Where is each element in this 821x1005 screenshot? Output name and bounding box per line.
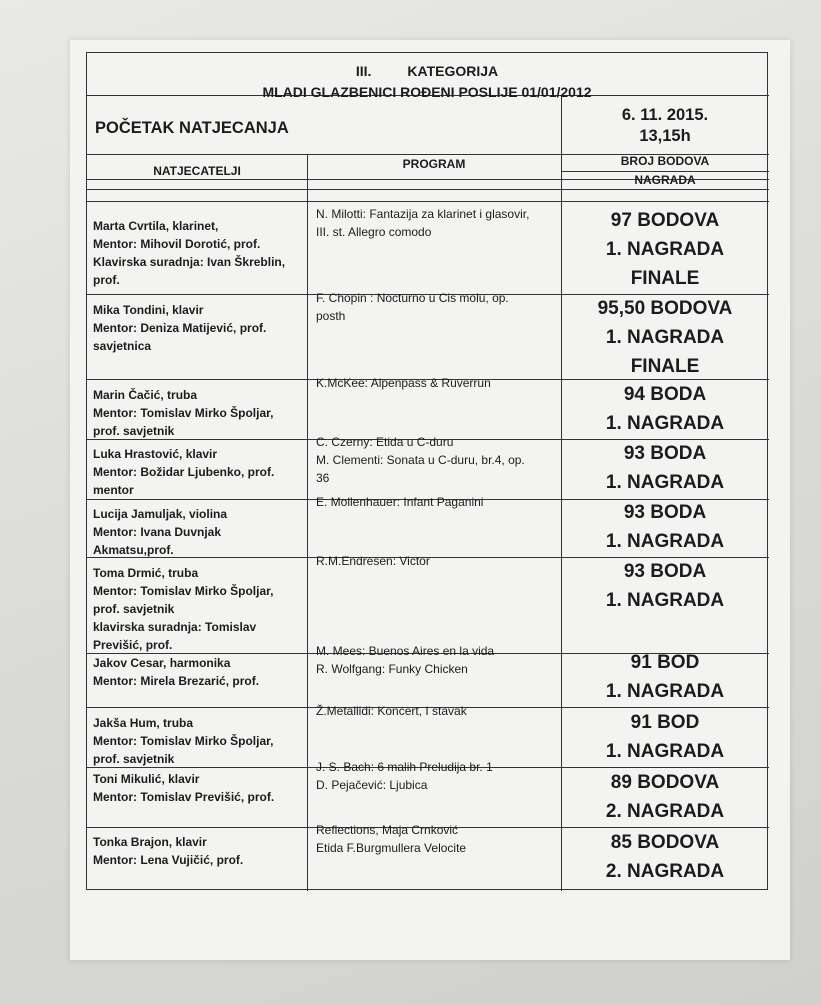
result-cell [561,768,769,826]
competitor-cell-line: Mentor: Tomislav Previšić, prof. [93,790,275,804]
competitor-cell-line: Marin Čačić, truba [93,388,198,402]
competitor-cell-line: Toma Drmić, truba [93,566,199,580]
rule [561,171,769,172]
competitor-cell [93,301,303,355]
program-cell [316,493,558,511]
competitor-cell-line: Marta Cvrtila, klarinet, [93,219,219,233]
rule [307,154,308,891]
competitor-cell-line: Mentor: Tomislav Mirko Špoljar, [93,584,274,598]
competitor-cell [93,654,303,690]
result-cell-line: 1. NAGRADA [605,741,725,762]
program-cell [316,552,558,570]
competitor-cell-line: Luka Hrastović, klavir [93,447,218,461]
competitor-cell-line: mentor [93,483,134,497]
competitor-cell-line: prof. [93,273,120,287]
competitor-cell-line: klavirska suradnja: Tomislav [93,620,257,634]
program-cell-line: III. st. Allegro comodo [316,225,432,239]
column-header-points: BROJ BODOVA [620,154,710,168]
result-cell [561,648,769,706]
program-cell-line: D. Pejačević: Ljubica [316,778,428,792]
result-cell-line: 2. NAGRADA [605,861,725,882]
result-cell [561,708,769,766]
result-cell-line: 93 BODA [623,443,707,464]
competitor-cell-line: prof. savjetnik [93,602,175,616]
result-cell [561,828,769,886]
category-title [87,63,767,79]
program-cell-line: R. Wolfgang: Funky Chicken [316,662,468,676]
result-cell-line: 1. NAGRADA [605,327,725,348]
result-cell-line: 93 BODA [623,561,707,582]
program-cell-line: M. Clementi: Sonata u C-duru, br.4, op. [316,453,525,467]
category-number: III. [355,63,372,79]
competitor-cell-line: Klavirska suradnja: Ivan Škreblin, [93,255,286,269]
competitor-cell-line: savjetnica [93,339,152,353]
result-cell-line: 89 BODOVA [610,772,720,793]
competitor-cell-line: Mika Tondini, klavir [93,303,204,317]
competitor-cell [93,770,303,806]
competitor-cell [93,217,303,289]
competitor-cell-line: Tonka Brajon, klavir [93,835,207,849]
competitor-cell-line: Lucija Jamuljak, violina [93,507,228,521]
program-cell-line: J. S. Bach: 6 malih Preludija br. 1 [316,760,493,774]
program-cell-line: E. Mollenhauer: Infant Paganini [316,495,484,509]
competitor-cell-line: Mentor: Mihovil Dorotić, prof. [93,237,261,251]
program-cell [316,758,558,794]
result-cell-line: 1. NAGRADA [605,681,725,702]
result-cell-line: 95,50 BODOVA [597,298,733,319]
program-cell [316,642,558,678]
result-cell-line: FINALE [630,356,700,377]
result-cell-line: 2. NAGRADA [605,801,725,822]
result-cell-line: 91 BOD [630,712,700,733]
result-cell [561,380,769,438]
result-cell-line: 1. NAGRADA [605,590,725,611]
program-cell-line: posth [316,309,346,323]
program-cell-line: Ž.Metallidi: Koncert, I stavak [316,704,467,718]
result-cell [561,206,769,293]
result-cell-line: FINALE [630,268,700,289]
program-cell-line: F. Chopin : Nocturno u Cis molu, op. [316,291,509,305]
result-cell [561,294,769,381]
program-cell-line: M. Mees: Buenos Aires en la vida [316,644,495,658]
result-cell-line: 1. NAGRADA [605,531,725,552]
competitor-cell-line: Mentor: Božidar Ljubenko, prof. [93,465,275,479]
start-datetime [561,105,769,147]
result-cell-line: 93 BODA [623,502,707,523]
result-cell-line: 1. NAGRADA [605,413,725,434]
result-cell-line: 91 BOD [630,652,700,673]
program-cell [316,289,558,325]
start-time: 13,15h [639,127,691,145]
competitor-cell [93,564,303,654]
program-cell-line: R.M.Endresen: Victor [316,554,430,568]
competitor-cell [93,833,303,869]
program-cell-line: K.McKee: Alpenpass & Ruverrun [316,376,491,390]
competitor-cell-line: Akmatsu,prof. [93,543,174,557]
program-cell-line: Etida F.Burgmullera Velocite [316,841,467,855]
result-cell-line: 85 BODOVA [610,832,720,853]
result-cell-line: 1. NAGRADA [605,239,725,260]
competitor-cell-line: Mentor: Ivana Duvnjak [93,525,222,539]
competitor-cell-line: Mentor: Tomislav Mirko Špoljar, [93,406,274,420]
competitor-cell-line: prof. savjetnik [93,752,175,766]
program-cell [316,433,558,487]
result-cell [561,498,769,556]
competitor-cell-line: Toni Mikulić, klavir [93,772,200,786]
column-header-competitors: NATJECATELJI [153,164,241,178]
competitor-cell [93,386,303,440]
competitor-cell [93,505,303,559]
category-word: KATEGORIJA [407,63,499,79]
result-cell-line: 94 BODA [623,384,707,405]
competitor-cell-line: Jakša Hum, truba [93,716,194,730]
rule [87,189,769,190]
program-cell [316,205,558,241]
start-date: 6. 11. 2015. [621,106,709,124]
competitor-cell-line: prof. savjetnik [93,424,175,438]
result-cell [561,557,769,615]
competitor-cell-line: Mentor: Tomislav Mirko Špoljar, [93,734,274,748]
competitor-cell [93,714,303,768]
results-table [86,52,768,890]
result-cell [561,439,769,497]
result-cell-line: 97 BODOVA [610,210,720,231]
program-cell [316,821,558,857]
result-cell-line: 1. NAGRADA [605,472,725,493]
competitor-cell-line: Previšić, prof. [93,638,173,652]
competitor-cell-line: Mentor: Mirela Brezarić, prof. [93,674,260,688]
program-cell-line: C. Czerny: Etida u C-duru [316,435,454,449]
column-header-program: PROGRAM [402,157,466,171]
competitor-cell [93,445,303,499]
program-cell-line: 36 [316,471,330,485]
column-header-award: NAGRADA [634,173,696,187]
competitor-cell-line: Jakov Cesar, harmonika [93,656,231,670]
rule [87,201,769,202]
program-cell-line: N. Milotti: Fantazija za klarinet i glasovir, [316,207,530,221]
program-cell [316,374,558,392]
program-cell [316,702,558,720]
competitor-cell-line: Mentor: Lena Vujičić, prof. [93,853,244,867]
program-cell-line: Reflections, Maja Crnković [316,823,459,837]
category-subtitle: MLADI GLAZBENICI ROĐENI POSLIJE 01/01/2012 [262,84,592,100]
start-label: POČETAK NATJECANJA [95,119,289,137]
competitor-cell-line: Mentor: Deniza Matijević, prof. [93,321,267,335]
